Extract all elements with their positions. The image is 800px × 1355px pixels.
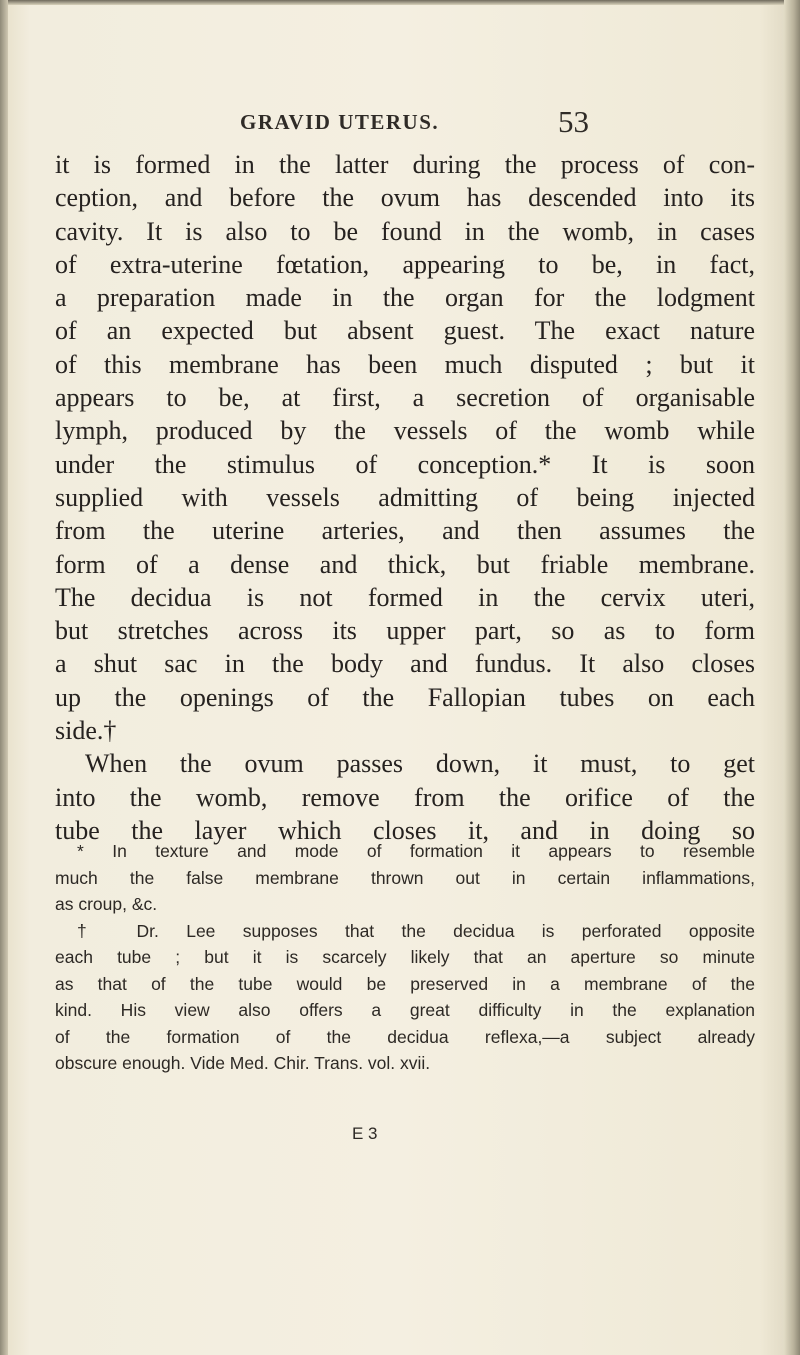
footnote-line: as that of the tube would be preserved in a membrane of the [55, 973, 755, 994]
body-line: appears to be, at first, a secretion of organisable [55, 383, 755, 413]
footnote-line: † Dr. Lee supposes that the decidua is perforated opposite [77, 920, 755, 941]
body-line: form of a dense and thick, but friable membrane. [55, 549, 755, 579]
page-top-edge [0, 0, 800, 5]
body-line: lymph, produced by the vessels of the womb while [55, 416, 755, 446]
signature-mark: E 3 [352, 1124, 378, 1143]
body-line: a shut sac in the body and fundus. It also closes [55, 649, 755, 679]
footnote-line: as croup, &c. [55, 894, 158, 914]
body-line: ception, and before the ovum has descended into its [55, 183, 755, 213]
body-line: side.† [55, 716, 117, 746]
body-line: up the openings of the Fallopian tubes on each [55, 682, 755, 712]
running-head: GRAVID UTERUS. [240, 110, 440, 134]
body-line: but stretches across its upper part, so as to form [55, 616, 755, 646]
footnote-line: * In texture and mode of formation it appears to resemble [77, 841, 755, 861]
footnote-line: each tube ; but it is scarcely likely that an aperture so minute [55, 947, 755, 967]
body-line: it is formed in the latter during the process of con- [55, 150, 755, 179]
body-line: a preparation made in the organ for the lodgment [55, 283, 755, 313]
body-line: into the womb, remove from the orifice of the [55, 782, 755, 812]
footnote-line: much the false membrane thrown out in certain inflammations, [55, 867, 755, 888]
body-line: tube the layer which closes it, and in doing so [55, 815, 755, 845]
body-line: of this membrane has been much disputed ; but it [55, 349, 755, 379]
body-line: from the uterine arteries, and then assumes the [55, 516, 755, 546]
page-binding-edge [0, 0, 8, 1355]
page-number: 53 [558, 104, 589, 139]
body-line: of extra-uterine fœtation, appearing to be, in fact, [55, 249, 755, 279]
body-line: under the stimulus of conception.* It is soon [55, 449, 755, 479]
body-line: of an expected but absent guest. The exact nature [55, 316, 755, 346]
body-line: The decidua is not formed in the cervix uteri, [55, 582, 755, 612]
body-line: When the ovum passes down, it must, to get [85, 749, 755, 779]
footnote-line: obscure enough. Vide Med. Chir. Trans. vol. xvii. [55, 1053, 431, 1073]
footnote-line: of the formation of the decidua reflexa,—a subject already [55, 1026, 755, 1047]
page-header [0, 104, 800, 154]
body-text [55, 148, 755, 847]
footnote-line: kind. His view also offers a great difficulty in the explanation [55, 1000, 755, 1020]
page-fore-edge [784, 0, 800, 1355]
footnotes [55, 838, 755, 1077]
body-line: cavity. It is also to be found in the womb, in cases [55, 216, 755, 246]
body-line: supplied with vessels admitting of being injected [55, 482, 755, 512]
